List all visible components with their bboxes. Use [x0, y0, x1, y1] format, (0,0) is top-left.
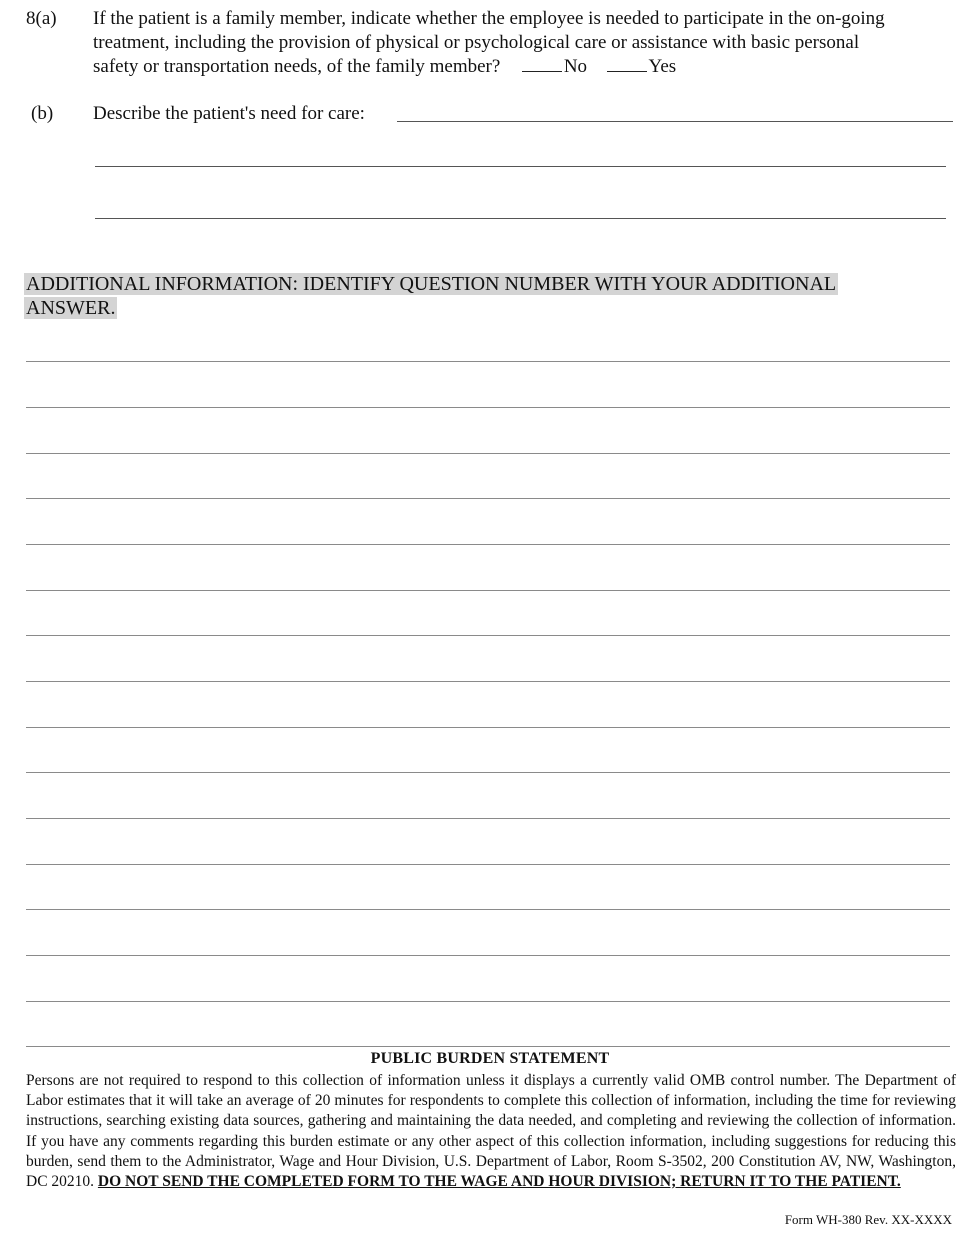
additional-answer-line[interactable]: [26, 772, 950, 773]
care-need-line-1[interactable]: [397, 121, 953, 122]
public-burden-body: [26, 1071, 956, 1192]
additional-answer-line[interactable]: [26, 681, 950, 682]
additional-answer-line[interactable]: [26, 1046, 950, 1047]
additional-answer-line[interactable]: [26, 909, 950, 910]
additional-answer-line[interactable]: [26, 864, 950, 865]
additional-heading-line1: ADDITIONAL INFORMATION: IDENTIFY QUESTION NUMBER WITH YOUR ADDITIONAL: [26, 273, 837, 295]
option-yes-label: Yes: [648, 56, 677, 77]
question-8a-line3-text: safety or transportation needs, of the family member?: [93, 56, 501, 77]
additional-answer-line[interactable]: [26, 407, 950, 408]
no-answer-blank[interactable]: [522, 55, 562, 72]
public-burden-title: PUBLIC BURDEN STATEMENT: [370, 1050, 610, 1067]
question-8a-line2: treatment, including the provision of physical or psychological care or assistance with basic personal: [93, 32, 860, 53]
question-8a-line1: If the patient is a family member, indicate whether the employee is needed to participate in the on-going: [93, 8, 885, 29]
additional-answer-line[interactable]: [26, 727, 950, 728]
additional-answer-line[interactable]: [26, 590, 950, 591]
additional-answer-line[interactable]: [26, 453, 950, 454]
additional-heading-line2: ANSWER.: [26, 297, 116, 319]
question-8a-number: 8(a): [26, 8, 57, 29]
additional-answer-line[interactable]: [26, 818, 950, 819]
form-number: Form WH-380 Rev. XX-XXXX: [784, 1212, 952, 1227]
care-need-line-3[interactable]: [95, 218, 946, 219]
additional-answer-line[interactable]: [26, 361, 950, 362]
additional-answer-line[interactable]: [26, 1001, 950, 1002]
yes-answer-blank[interactable]: [607, 55, 647, 72]
additional-information-heading: [24, 272, 874, 320]
additional-answer-line[interactable]: [26, 544, 950, 545]
additional-answer-line[interactable]: [26, 498, 950, 499]
additional-answer-line[interactable]: [26, 955, 950, 956]
option-no-label: No: [563, 56, 588, 77]
care-need-line-2[interactable]: [95, 166, 946, 167]
question-8b-text: Describe the patient's need for care:: [93, 103, 365, 124]
return-to-patient-notice: DO NOT SEND THE COMPLETED FORM TO THE WAGE AND HOUR DIVISION; RETURN IT TO THE PATIENT.: [97, 1173, 901, 1191]
question-8b-number: (b): [31, 103, 54, 124]
question-8a-text: [93, 7, 963, 79]
additional-answer-line[interactable]: [26, 635, 950, 636]
public-burden-text: Persons are not required to respond to this collection of information unless it displays a currently valid OMB control number. The Department of Labor estimates that it will take an average of 20 minutes for respondents to complete this collection of information, including the time for reviewing instructions, searching existing data sources, gathering and maintaining the data needed, and completing and reviewing the collection of information. If you have any comments regarding this burden estimate or any other aspect of this collection information, including suggestions for reducing this burden, send them to the Administrator, Wage and Hour Division, U.S. Department of Labor, Room S-3502, 200 Constitution AV, NW, Washington, DC 20210.: [26, 1072, 956, 1191]
question-8a-line3: [93, 55, 963, 79]
